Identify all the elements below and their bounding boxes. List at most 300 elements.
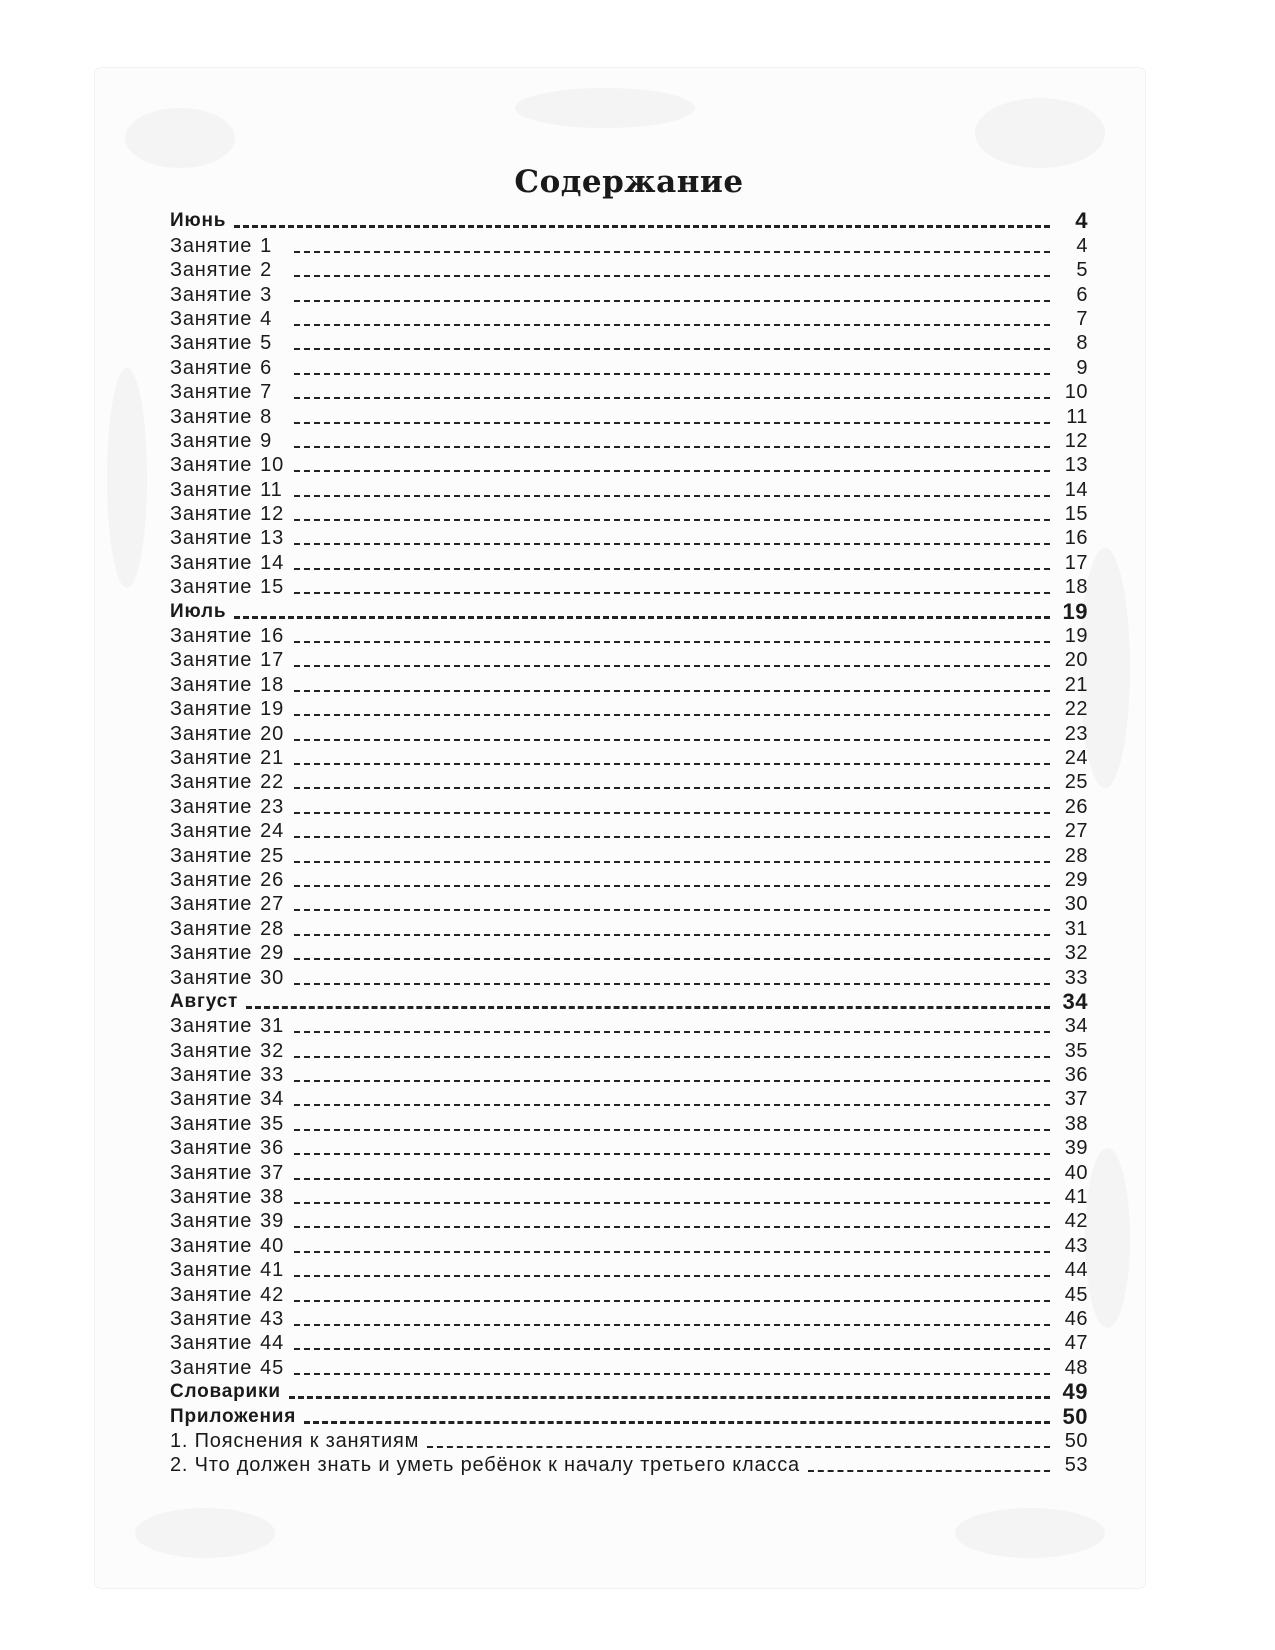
toc-entry-text: Занятие [170, 527, 253, 550]
toc-entry-label [170, 357, 286, 379]
toc-entry[interactable] [170, 720, 1088, 744]
toc-entry-number: 25 [260, 844, 284, 867]
toc-entries [170, 208, 1088, 1476]
toc-section-title: Август [170, 990, 239, 1012]
toc-entry-label [170, 1332, 286, 1354]
toc-entry-label [170, 820, 286, 842]
toc-entry-page: 37 [1064, 1088, 1088, 1111]
toc-entry-page: 46 [1064, 1307, 1088, 1330]
toc-entry-number: 2 [260, 259, 273, 282]
toc-entry-text: Занятие [170, 259, 253, 282]
toc-entry-text: Занятие [170, 1112, 253, 1135]
toc-leader [294, 324, 1050, 326]
toc-entry-number: 13 [260, 527, 284, 550]
toc-entry-page: 7 [1076, 307, 1088, 330]
toc-entry-page: 22 [1064, 698, 1088, 721]
toc-leader [294, 251, 1050, 253]
toc-entry-label [170, 1040, 286, 1062]
toc-leader [294, 739, 1050, 741]
toc-leader [294, 348, 1050, 350]
toc-entry-text: Занятие [170, 1186, 253, 1209]
toc-entry-text: Занятие [170, 1039, 253, 1062]
toc-entry-label [170, 845, 286, 867]
toc-entry-number: 6 [260, 356, 273, 379]
toc-entry[interactable] [170, 549, 1088, 573]
toc-entry-text: Занятие [170, 625, 253, 648]
toc-leader [294, 300, 1050, 302]
toc-entry-text: Занятие [170, 942, 253, 965]
toc-entry-label [170, 747, 286, 769]
toc-entry-label [170, 796, 286, 818]
toc-entry-page: 5 [1076, 259, 1088, 282]
toc-entry-page: 17 [1064, 551, 1088, 574]
toc-entry[interactable] [170, 1208, 1088, 1232]
ornament-top-center [515, 88, 695, 128]
toc-entry-number: 38 [260, 1186, 284, 1209]
toc-entry-page: 33 [1064, 966, 1088, 989]
toc-leader [294, 787, 1050, 789]
toc-leader [294, 1324, 1050, 1326]
toc-leader [808, 1470, 1050, 1472]
toc-leader [294, 495, 1050, 497]
toc-entry-page: 47 [1064, 1332, 1088, 1355]
toc-entry-page: 20 [1064, 649, 1088, 672]
toc-entry-label [170, 698, 286, 720]
toc-entry-page: 29 [1064, 868, 1088, 891]
toc-entry[interactable] [170, 574, 1088, 598]
toc-leader [294, 1202, 1050, 1204]
toc-leader [294, 543, 1050, 545]
toc-entry-page: 41 [1064, 1186, 1088, 1209]
toc-entry-page: 45 [1064, 1283, 1088, 1306]
toc-entry[interactable] [170, 1062, 1088, 1086]
toc-leader [289, 1396, 1050, 1399]
toc-entry-number: 42 [260, 1283, 284, 1306]
toc-entry[interactable] [170, 867, 1088, 891]
toc-entry-page: 8 [1076, 332, 1088, 355]
toc-entry[interactable] [170, 403, 1088, 427]
toc-entry-label [170, 1357, 286, 1379]
toc-entry-number: 18 [260, 673, 284, 696]
toc-entry-text: Занятие [170, 551, 253, 574]
toc-entry-label [170, 235, 286, 257]
toc-entry-page: 39 [1064, 1137, 1088, 1160]
toc-entry-label [170, 1430, 419, 1452]
toc-entry-label [170, 1308, 286, 1330]
toc-entry-number: 44 [260, 1332, 284, 1355]
toc-entry-page: 14 [1064, 478, 1088, 501]
toc-entry-number: 15 [260, 576, 284, 599]
toc-entry-page: 21 [1064, 673, 1088, 696]
toc-entry-text: Занятие [170, 917, 253, 940]
toc-leader [294, 1178, 1050, 1180]
toc-section-4[interactable] [170, 1403, 1088, 1427]
toc-entry-page: 24 [1064, 746, 1088, 769]
toc-entry[interactable] [170, 915, 1088, 939]
toc-leader [294, 1080, 1050, 1082]
toc-section-page: 4 [1075, 208, 1088, 234]
toc-leader [294, 885, 1050, 887]
toc-entry-label [170, 381, 286, 403]
toc-section-page: 49 [1062, 1379, 1088, 1405]
toc-entry-number: 3 [260, 283, 273, 306]
toc-entry-text: Занятие [170, 746, 253, 769]
toc-entry-text: Занятие [170, 1210, 253, 1233]
toc-entry-page: 34 [1064, 1015, 1088, 1038]
toc-entry-number: 12 [260, 503, 284, 526]
toc-entry-text: 2. Что должен знать и уметь ребёнок к началу третьего класса [170, 1454, 800, 1477]
toc-entry-page: 32 [1064, 942, 1088, 965]
toc-leader [294, 861, 1050, 863]
toc-entry[interactable] [170, 1354, 1088, 1378]
toc-entry-text: Занятие [170, 795, 253, 818]
toc-entry-text: Занятие [170, 698, 253, 721]
toc-entry[interactable] [170, 330, 1088, 354]
toc-entry-text: Занятие [170, 234, 253, 257]
toc-entry[interactable] [170, 940, 1088, 964]
toc-entry-text: Занятие [170, 1259, 253, 1282]
toc-entry-text: Занятие [170, 576, 253, 599]
toc-leader [294, 836, 1050, 838]
toc-leader [294, 446, 1050, 448]
toc-entry-page: 6 [1076, 283, 1088, 306]
toc-entry[interactable] [170, 257, 1088, 281]
toc-entry-label [170, 1186, 286, 1208]
toc-entry-number: 19 [260, 698, 284, 721]
toc-entry[interactable] [170, 769, 1088, 793]
toc-entry-page: 43 [1064, 1234, 1088, 1257]
toc-leader [294, 1129, 1050, 1131]
toc-entry-label [170, 503, 286, 525]
toc-entry-number: 7 [260, 381, 273, 404]
toc-section-page: 50 [1062, 1403, 1088, 1429]
toc-leader [294, 397, 1050, 399]
toc-entry[interactable] [170, 525, 1088, 549]
toc-entry-text: Занятие [170, 381, 253, 404]
toc-entry-text: Занятие [170, 722, 253, 745]
toc-entry-label [170, 771, 286, 793]
ornament-bottom-left [135, 1508, 275, 1558]
toc-entry-label [170, 869, 286, 891]
toc-entry-number: 22 [260, 771, 284, 794]
toc-entry-label [170, 552, 286, 574]
toc-entry[interactable] [170, 501, 1088, 525]
toc-entry-number: 23 [260, 795, 284, 818]
toc-entry-page: 50 [1064, 1429, 1088, 1452]
toc-entry-text: Занятие [170, 673, 253, 696]
ornament-bottom-right [955, 1508, 1105, 1558]
toc-entry-page: 11 [1066, 405, 1088, 428]
toc-entry[interactable] [170, 1184, 1088, 1208]
toc-entry-label [170, 576, 286, 598]
toc-entry-number: 40 [260, 1234, 284, 1257]
toc-entry-page: 40 [1064, 1161, 1088, 1184]
toc-entry[interactable] [170, 1110, 1088, 1134]
toc-leader [294, 641, 1050, 643]
toc-entry-number: 36 [260, 1137, 284, 1160]
toc-entry-number: 41 [260, 1259, 284, 1282]
toc-entry-page: 4 [1076, 234, 1088, 257]
toc-section-1[interactable] [170, 598, 1088, 622]
toc-entry-number: 1 [260, 234, 273, 257]
toc-entry[interactable] [170, 1037, 1088, 1061]
toc-entry-text: Занятие [170, 1234, 253, 1257]
toc-entry-label [170, 674, 286, 696]
toc-leader [246, 1006, 1050, 1009]
toc-entry-label [170, 893, 286, 915]
toc-entry-number: 37 [260, 1161, 284, 1184]
toc-leader [294, 1226, 1050, 1228]
toc-entry-number: 17 [260, 649, 284, 672]
toc-entry-number: 10 [260, 454, 284, 477]
toc-entry[interactable] [170, 306, 1088, 330]
toc-entry-label [170, 1162, 286, 1184]
toc-entry-number: 39 [260, 1210, 284, 1233]
toc-entry-number: 21 [260, 746, 284, 769]
toc-entry-label [170, 1259, 286, 1281]
toc-leader [294, 958, 1050, 960]
toc-section-page: 34 [1062, 988, 1088, 1014]
toc-entry-text: Занятие [170, 307, 253, 330]
toc-entry[interactable] [170, 452, 1088, 476]
toc-entry-page: 36 [1064, 1064, 1088, 1087]
toc-entry[interactable] [170, 1306, 1088, 1330]
toc-entry-number: 24 [260, 820, 284, 843]
toc-entry-label [170, 1210, 286, 1232]
page-title: Содержание [514, 164, 744, 200]
toc-entry-number: 32 [260, 1039, 284, 1062]
toc-entry-page: 12 [1064, 429, 1088, 452]
toc-leader [294, 1104, 1050, 1106]
toc-entry-label [170, 406, 286, 428]
toc-entry-page: 13 [1064, 454, 1088, 477]
toc-section-title: Приложения [170, 1405, 297, 1427]
toc-entry[interactable] [170, 793, 1088, 817]
toc-entry-page: 19 [1064, 625, 1088, 648]
toc-entry[interactable] [170, 476, 1088, 500]
toc-entry-text: Занятие [170, 1015, 253, 1038]
toc-leader [294, 714, 1050, 716]
toc-entry[interactable] [170, 647, 1088, 671]
toc-entry-label [170, 942, 286, 964]
toc-entry-text: Занятие [170, 1161, 253, 1184]
toc-leader [294, 1300, 1050, 1302]
toc-leader [294, 373, 1050, 375]
toc-entry-page: 15 [1064, 503, 1088, 526]
toc-entry-page: 10 [1064, 381, 1088, 404]
toc-leader [294, 275, 1050, 277]
toc-section-2[interactable] [170, 989, 1088, 1013]
toc-leader [294, 909, 1050, 911]
toc-entry-page: 53 [1064, 1454, 1088, 1477]
toc-entry[interactable] [170, 1013, 1088, 1037]
toc-section-title: Июнь [170, 210, 227, 232]
toc-entry-label [170, 332, 286, 354]
toc-entry-label [170, 1064, 286, 1086]
toc-entry[interactable] [170, 1452, 1088, 1476]
toc-entry-text: Занятие [170, 1064, 253, 1087]
toc-section-page: 19 [1062, 598, 1088, 624]
toc-entry[interactable] [170, 964, 1088, 988]
toc-entry-text: Занятие [170, 1332, 253, 1355]
toc-entry-page: 9 [1076, 356, 1088, 379]
toc-entry-number: 20 [260, 722, 284, 745]
toc-entry[interactable] [170, 745, 1088, 769]
toc-entry-text: Занятие [170, 844, 253, 867]
toc-leader [294, 1153, 1050, 1155]
toc-entry-label [170, 723, 286, 745]
toc-entry-label [170, 1284, 286, 1306]
toc-section-3[interactable] [170, 1379, 1088, 1403]
toc-leader [294, 690, 1050, 692]
toc-entry-number: 45 [260, 1356, 284, 1379]
toc-entry-number: 31 [260, 1015, 284, 1038]
toc-section-title: Словарики [170, 1381, 281, 1403]
toc-entry-text: Занятие [170, 820, 253, 843]
toc-entry-text: Занятие [170, 454, 253, 477]
toc-entry-label [170, 1235, 286, 1257]
toc-entry-text: Занятие [170, 1283, 253, 1306]
toc-entry-number: 34 [260, 1088, 284, 1111]
toc-entry-text: Занятие [170, 478, 253, 501]
toc-entry-number: 16 [260, 625, 284, 648]
toc-entry-number: 5 [260, 332, 273, 355]
toc-leader [294, 983, 1050, 985]
toc-entry-number: 8 [260, 405, 273, 428]
toc-entry[interactable] [170, 1232, 1088, 1256]
toc-entry[interactable] [170, 281, 1088, 305]
toc-leader [294, 763, 1050, 765]
toc-entry[interactable] [170, 623, 1088, 647]
toc-entry[interactable] [170, 354, 1088, 378]
toc-entry[interactable] [170, 891, 1088, 915]
toc-entry-label [170, 430, 286, 452]
toc-entry-label [170, 1454, 800, 1476]
toc-entry-page: 28 [1064, 844, 1088, 867]
toc-section-title: Июль [170, 600, 227, 622]
toc-entry-label [170, 1113, 286, 1135]
toc-leader [294, 1251, 1050, 1253]
toc-entry-text: Занятие [170, 771, 253, 794]
toc-entry-text: Занятие [170, 429, 253, 452]
toc-entry[interactable] [170, 232, 1088, 256]
toc-entry-text: Занятие [170, 649, 253, 672]
toc-leader [294, 812, 1050, 814]
toc-entry-number: 27 [260, 893, 284, 916]
toc-entry-text: Занятие [170, 283, 253, 306]
toc-entry-page: 25 [1064, 771, 1088, 794]
toc-entry[interactable] [170, 1086, 1088, 1110]
toc-entry[interactable] [170, 1257, 1088, 1281]
toc-entry-number: 29 [260, 942, 284, 965]
ornament-right-lower [1085, 1148, 1130, 1328]
toc-entry-label [170, 454, 286, 476]
toc-entry-number: 30 [260, 966, 284, 989]
ornament-top-left [125, 108, 235, 168]
toc-entry-text: 1. Пояснения к занятиям [170, 1429, 420, 1452]
table-of-contents [170, 160, 1088, 1476]
toc-entry-label [170, 259, 286, 281]
toc-entry-text: Занятие [170, 356, 253, 379]
toc-entry-number: 28 [260, 917, 284, 940]
toc-entry[interactable] [170, 1159, 1088, 1183]
toc-entry[interactable] [170, 696, 1088, 720]
toc-entry-label [170, 967, 286, 989]
toc-entry-page: 30 [1064, 893, 1088, 916]
toc-entry[interactable] [170, 428, 1088, 452]
toc-entry-text: Занятие [170, 1088, 253, 1111]
toc-entry[interactable] [170, 1281, 1088, 1305]
toc-leader [294, 1373, 1050, 1375]
toc-entry-label [170, 308, 286, 330]
toc-leader [294, 665, 1050, 667]
toc-entry-number: 33 [260, 1064, 284, 1087]
toc-entry-label [170, 1015, 286, 1037]
toc-leader [234, 616, 1050, 619]
toc-entry-label [170, 918, 286, 940]
toc-leader [294, 568, 1050, 570]
toc-entry[interactable] [170, 1135, 1088, 1159]
toc-entry-text: Занятие [170, 1137, 253, 1160]
toc-leader [294, 519, 1050, 521]
toc-leader [294, 1348, 1050, 1350]
toc-leader [294, 1056, 1050, 1058]
toc-section-0[interactable] [170, 208, 1088, 232]
toc-entry-page: 44 [1064, 1259, 1088, 1282]
toc-entry-label [170, 1088, 286, 1110]
toc-entry[interactable] [170, 1330, 1088, 1354]
toc-entry-label [170, 479, 286, 501]
toc-leader [234, 225, 1050, 228]
toc-entry-page: 31 [1064, 917, 1088, 940]
toc-leader [294, 470, 1050, 472]
toc-leader [294, 1275, 1050, 1277]
toc-entry-text: Занятие [170, 1307, 253, 1330]
toc-entry-label [170, 625, 286, 647]
toc-entry-label [170, 649, 286, 671]
toc-entry-label [170, 284, 286, 306]
toc-entry-page: 38 [1064, 1112, 1088, 1135]
toc-entry[interactable] [170, 818, 1088, 842]
toc-entry-page: 16 [1064, 527, 1088, 550]
toc-leader [304, 1421, 1050, 1424]
ornament-left-side [107, 368, 147, 588]
toc-entry-number: 35 [260, 1112, 284, 1135]
toc-entry-text: Занятие [170, 503, 253, 526]
toc-entry-page: 42 [1064, 1210, 1088, 1233]
toc-entry[interactable] [170, 671, 1088, 695]
toc-entry[interactable] [170, 1428, 1088, 1452]
toc-entry-text: Занятие [170, 893, 253, 916]
toc-entry-number: 14 [260, 551, 284, 574]
toc-leader [294, 1031, 1050, 1033]
toc-entry-page: 23 [1064, 722, 1088, 745]
toc-entry-page: 27 [1064, 820, 1088, 843]
toc-entry-number: 26 [260, 868, 284, 891]
toc-entry-page: 35 [1064, 1039, 1088, 1062]
toc-entry-number: 9 [260, 429, 273, 452]
toc-entry-number: 4 [260, 307, 273, 330]
toc-leader [427, 1446, 1050, 1448]
toc-entry[interactable] [170, 842, 1088, 866]
toc-leader [294, 592, 1050, 594]
toc-entry-label [170, 527, 286, 549]
toc-entry-label [170, 1137, 286, 1159]
toc-entry-text: Занятие [170, 332, 253, 355]
toc-entry-page: 48 [1064, 1356, 1088, 1379]
toc-entry[interactable] [170, 379, 1088, 403]
toc-entry-number: 11 [260, 478, 283, 501]
